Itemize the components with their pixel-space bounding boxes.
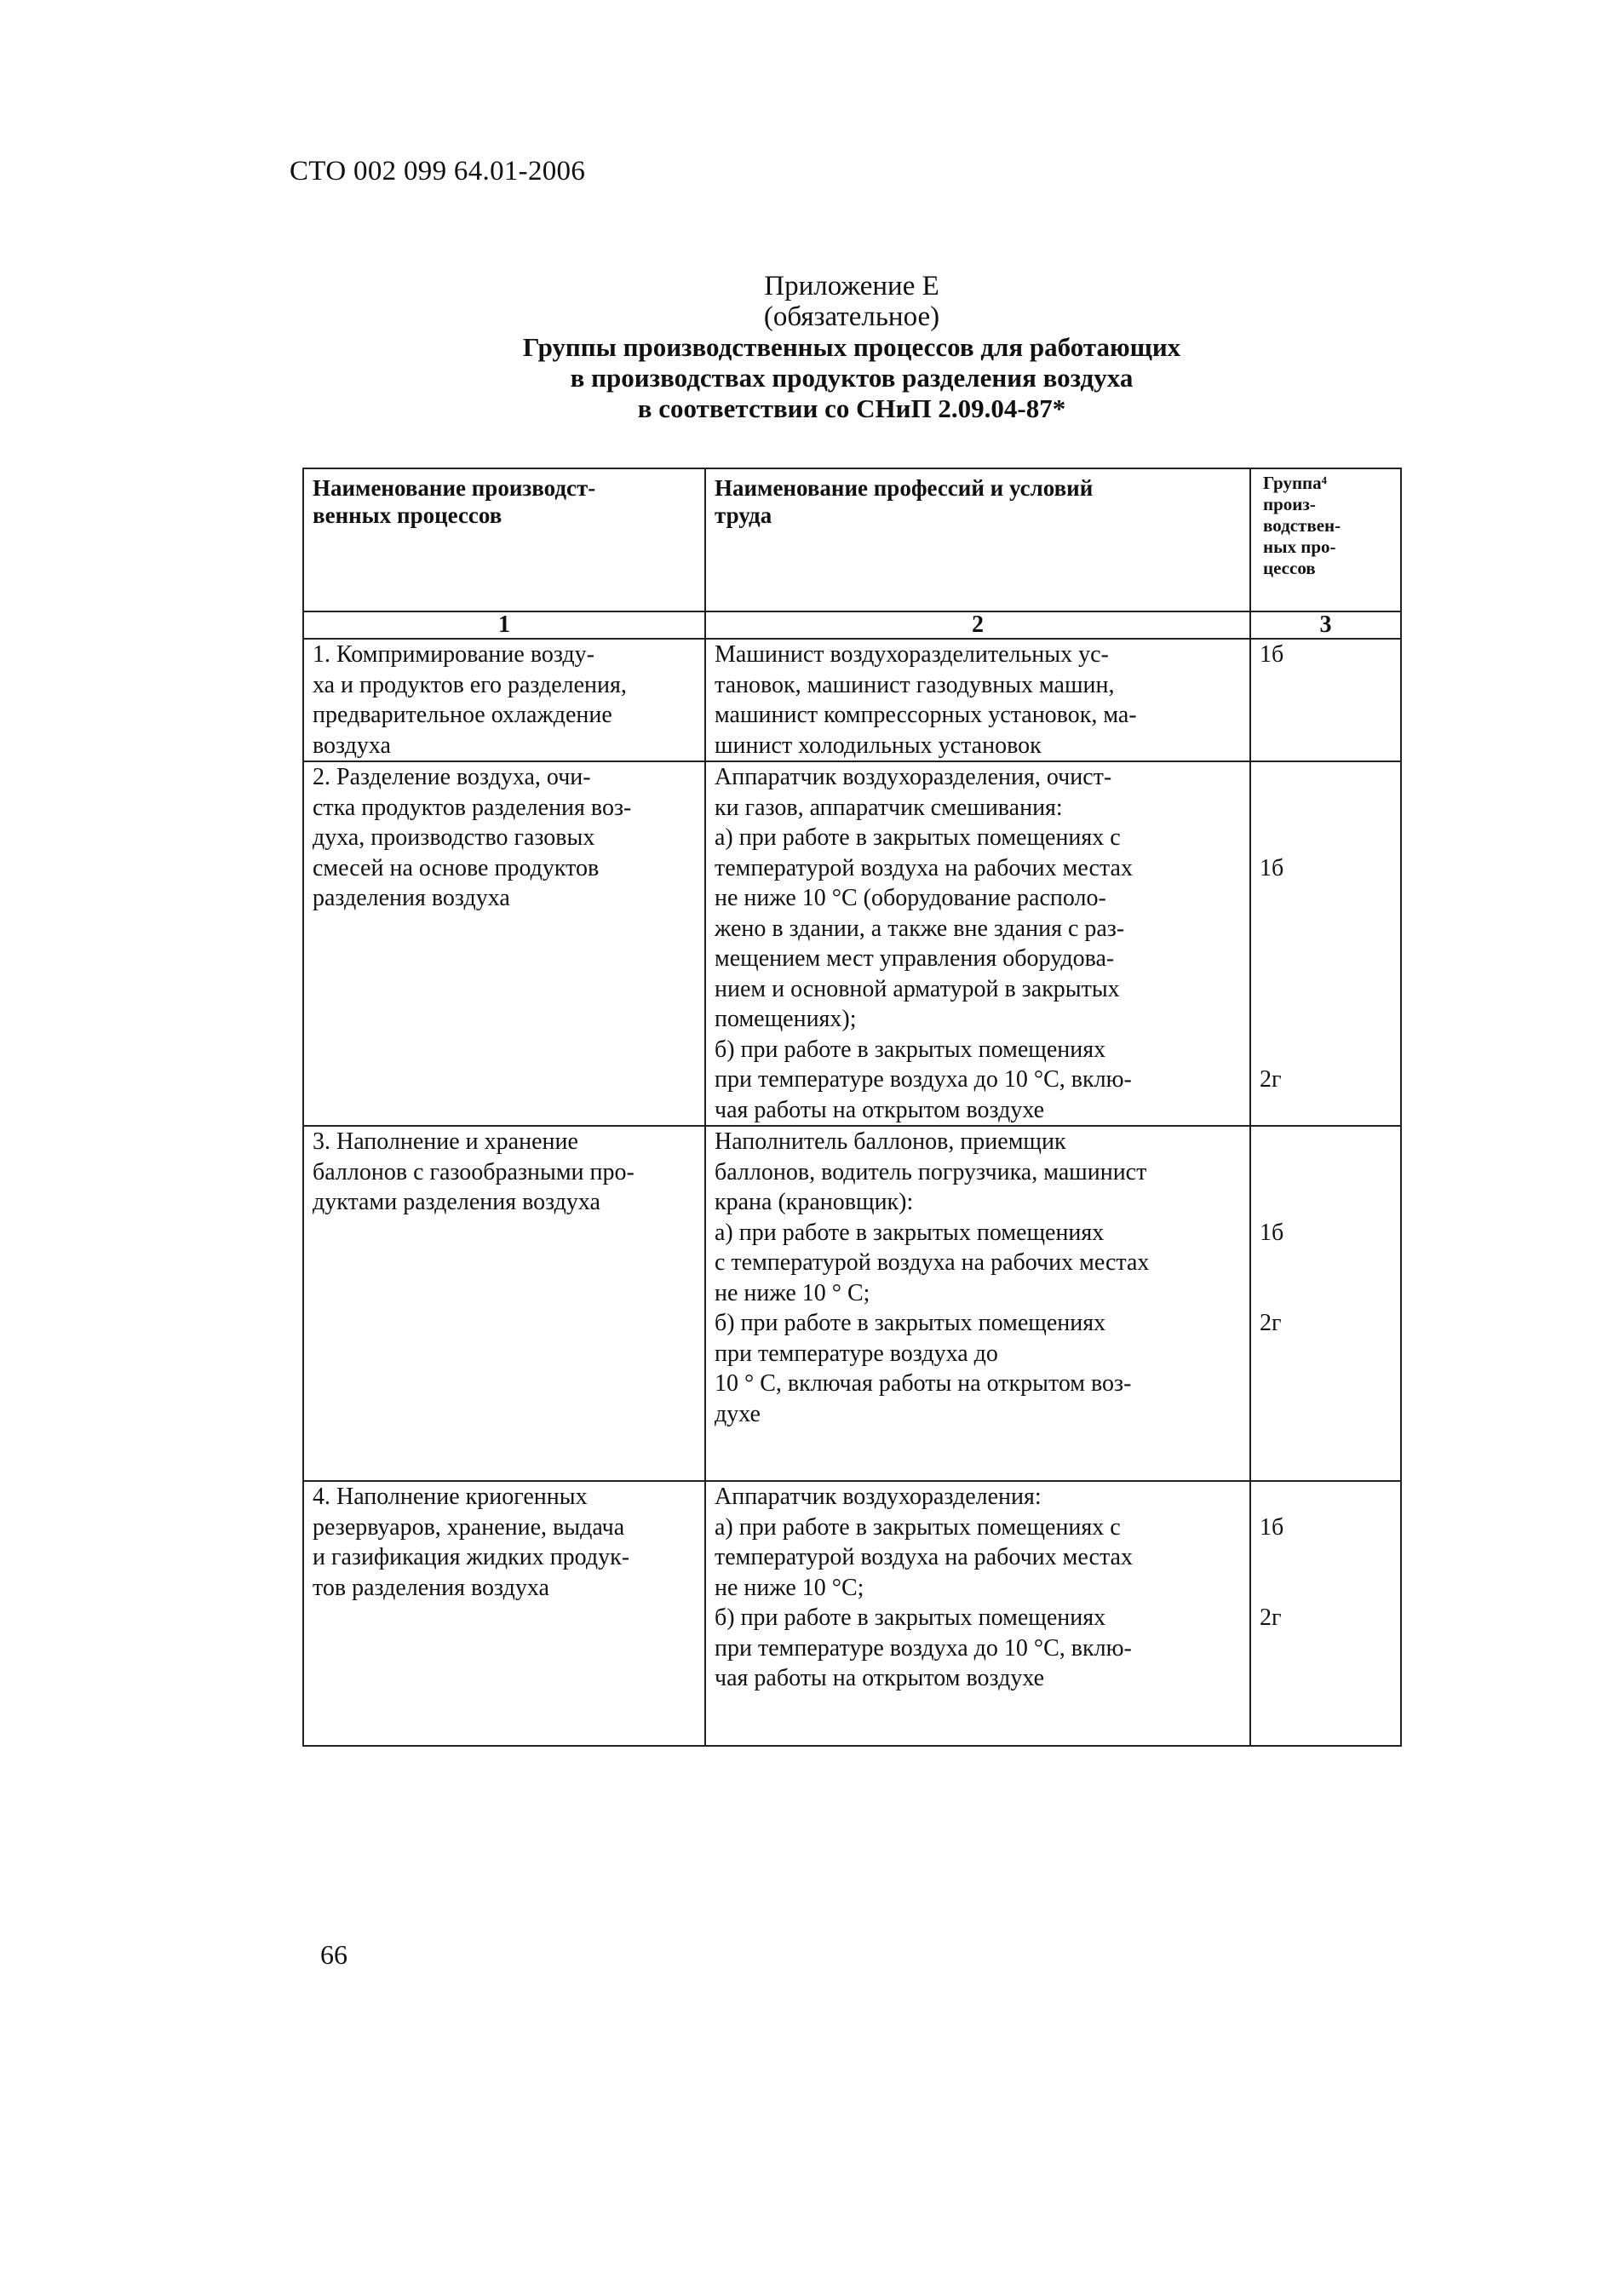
group-cell: 1б 2г [1250,1481,1401,1746]
process-cell: 3. Наполнение и хранение баллонов с газообразными про- дуктами разделения воздуха [303,1126,705,1481]
header-professions: Наименование профессий и условий труда [705,468,1250,611]
heading-line-3: в соответствии со СНиП 2.09.04-87* [637,393,1066,423]
table-row [303,1481,1401,1746]
appendix-heading [307,271,1397,424]
heading-line-1: Группы производственных процессов для работающих [522,332,1181,362]
document-code: СТО 002 099 64.01-2006 [290,156,586,187]
table-header-row [303,468,1401,611]
process-cell: 1. Компримирование возду- ха и продуктов его разделения, предварительное охлаждение воздуха [303,639,705,761]
column-number-row [303,611,1401,639]
professions-cell: Аппаратчик воздухоразделения: а) при работе в закрытых помещениях с температурой воздуха на рабочих местах не ниже 10 °С; б) при работе в закрытых помещениях при температуре воздуха до 10 °С, вклю- чая работы на открытом воздухе [705,1481,1250,1746]
column-number-3: 3 [1250,611,1401,639]
group-cell: 1б 2г [1250,1126,1401,1481]
table-row [303,1126,1401,1481]
column-number-2: 2 [705,611,1250,639]
professions-cell: Наполнитель баллонов, приемщик баллонов, водитель погрузчика, машинист крана (крановщик): а) при работе в закрытых помещениях с температурой воздуха на рабочих местах не ниже 10 ° С; б) при работе в закрытых помещениях при температуре воздуха до 10 ° С, включая работы на открытом воз- духе [705,1126,1250,1481]
header-process-name: Наименование производст- венных процессов [303,468,705,611]
group-cell: 1б [1250,639,1401,761]
table-row [303,639,1401,761]
appendix-status: (обязательное) [763,301,940,332]
column-number-1: 1 [303,611,705,639]
heading-line-2: в производствах продуктов разделения воздуха [570,363,1134,393]
process-groups-table [302,468,1402,1747]
appendix-title: Приложение Е [764,271,939,301]
process-cell: 4. Наполнение криогенных резервуаров, хранение, выдача и газификация жидких продук- тов разделения воздуха [303,1481,705,1746]
group-cell: 1б 2г [1250,761,1401,1126]
header-group: Группа⁴ произ- водствен- ных про- цессов [1250,468,1401,611]
page-number: 66 [320,1939,347,1970]
professions-cell: Аппаратчик воздухоразделения, очист- ки газов, аппаратчик смешивания: а) при работе в закрытых помещениях с температурой воздуха на рабочих местах не ниже 10 °С (оборудование располо- жено в здании, а также вне здания с раз- мещением мест управления оборудова- нием и основной арматурой в закрытых помещениях); б) при работе в закрытых помещениях при температуре воздуха до 10 °С, вклю- чая работы на открытом воздухе [705,761,1250,1126]
table-row [303,761,1401,1126]
process-cell: 2. Разделение воздуха, очи- стка продуктов разделения воз- духа, производство газовых смесей на основе продуктов разделения воздуха [303,761,705,1126]
professions-cell: Машинист воздухоразделительных ус- тановок, машинист газодувных машин, машинист компрессорных установок, ма- шинист холодильных установок [705,639,1250,761]
